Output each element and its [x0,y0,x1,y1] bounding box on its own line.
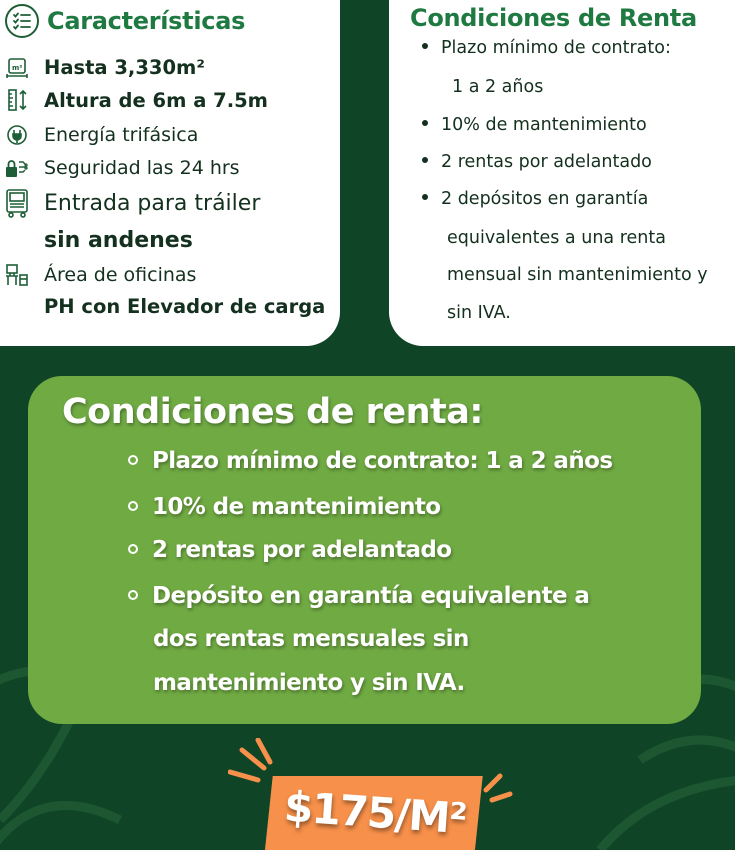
feature-area [4,54,205,80]
feature-offices-text: Área de oficinas [44,264,197,286]
rent-item-text: sin IVA. [447,303,511,323]
feature-trailer-text2: sin andenes [44,228,193,253]
features-title: Características [47,7,246,35]
panel-item-text: Depósito en garantía equivalente a [152,583,590,609]
bullet [128,544,138,554]
price-badge [228,738,518,850]
rent-item [422,115,647,135]
rent-item-text: Plazo mínimo de contrato: [441,38,671,58]
electric-plug-icon [4,122,30,148]
area-icon [4,54,30,80]
rent-item-text: 2 depósitos en garantía [441,189,649,209]
rent-conditions-panel [28,376,701,724]
rent-item-text: 2 rentas por adelantado [441,152,652,172]
panel-item-cont [128,626,469,652]
rent-item [422,189,648,209]
rent-item-cont [422,77,543,97]
rent-item [422,38,671,58]
panel-item-cont [128,670,465,696]
panel-item-text: 10% de mantenimiento [152,494,441,520]
panel-item [128,537,452,563]
panel-item-text: dos rentas mensuales sin [153,626,469,652]
checklist-icon [5,4,39,38]
feature-offices-line2 [4,295,325,318]
bullet [128,455,138,465]
rent-item-text: 1 a 2 años [452,77,544,97]
svg-text:m²: m² [12,64,23,72]
feature-security [4,155,240,181]
rent-item-text: 10% de mantenimiento [441,115,647,135]
bullet [422,157,428,163]
bullet [422,43,428,49]
panel-item [128,583,589,609]
rent-item-cont [422,228,666,248]
feature-energy [4,122,198,148]
feature-security-text: Seguridad las 24 hrs [44,157,240,179]
feature-offices-text2: PH con Elevador de carga [44,295,326,318]
rent-item-cont [422,265,708,285]
price-label: $175/M² [282,781,468,844]
bullet [422,194,428,200]
panel-item-text: mantenimiento y sin IVA. [153,670,465,696]
rent-item-text: mensual sin mantenimiento y [447,265,708,285]
security-lock-icon [4,155,30,181]
bullet [128,501,138,511]
panel-item-text: Plazo mínimo de contrato: 1 a 2 años [152,448,613,474]
bullet [128,590,138,600]
feature-trailer-text: Entrada para tráiler [44,190,261,216]
rent-item-cont [422,303,511,323]
height-ruler-icon [4,87,30,113]
office-desk-icon [4,262,30,288]
feature-energy-text: Energía trifásica [44,124,199,146]
bullet [422,120,428,126]
feature-trailer [4,190,260,216]
feature-height [4,87,268,113]
panel-item [128,494,440,520]
rent-item-text: equivalentes a una renta [447,228,666,248]
feature-offices [4,262,196,288]
panel-item-text: 2 rentas por adelantado [152,537,452,563]
feature-area-text: Hasta 3,330m² [44,55,205,79]
trailer-icon [4,190,30,216]
panel-title: Condiciones de renta: [62,392,483,432]
panel-item [128,448,612,474]
feature-trailer-line2 [4,228,193,253]
feature-height-text: Altura de 6m a 7.5m [44,88,269,112]
rent-item [422,152,652,172]
rent-card-title: Condiciones de Renta [410,4,697,32]
features-header [5,4,245,38]
